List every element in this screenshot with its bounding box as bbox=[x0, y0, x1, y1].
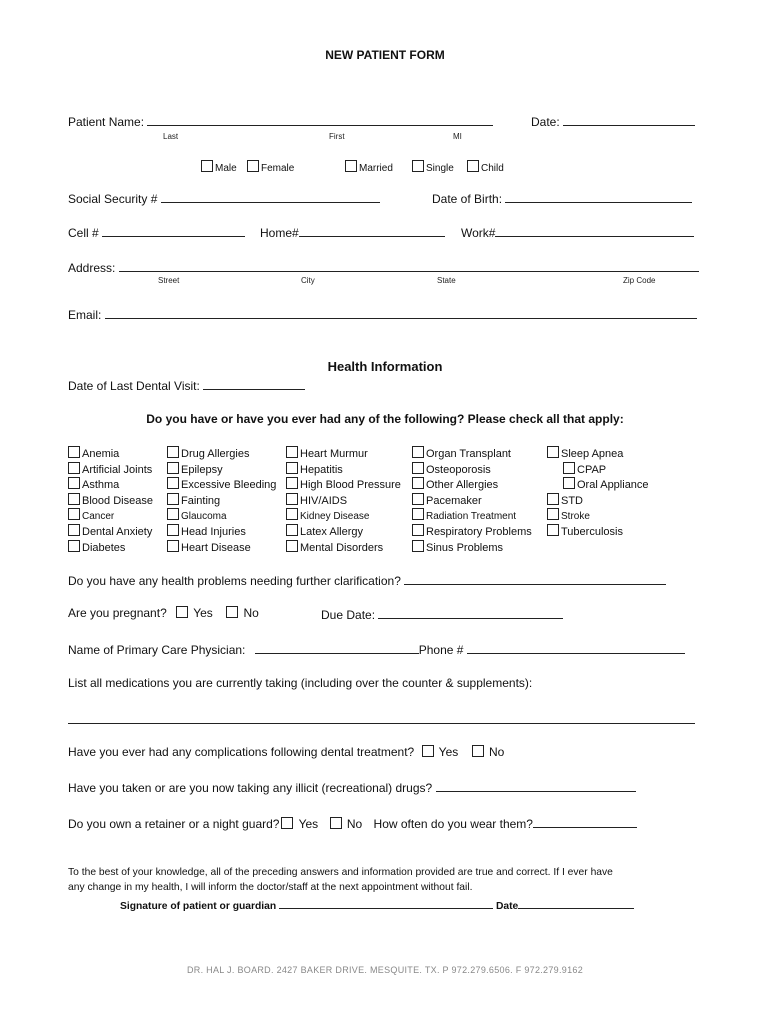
condition-checkbox[interactable] bbox=[412, 540, 424, 552]
female-label: Female bbox=[261, 163, 295, 174]
child-label: Child bbox=[481, 163, 504, 174]
female-checkbox[interactable] bbox=[247, 160, 259, 172]
child-checkbox[interactable] bbox=[467, 160, 479, 172]
form-title: NEW PATIENT FORM bbox=[325, 48, 445, 62]
sub-mi: MI bbox=[453, 132, 462, 141]
patient-name-field[interactable] bbox=[147, 113, 493, 126]
pregnant-question: Are you pregnant? bbox=[68, 606, 167, 620]
retainer-no-option[interactable]: No bbox=[330, 817, 363, 831]
condition-item[interactable]: Hepatitis bbox=[286, 462, 401, 478]
condition-item[interactable]: Glaucoma bbox=[167, 508, 276, 524]
sub-street: Street bbox=[158, 276, 180, 285]
pregnant-no-option[interactable]: No bbox=[226, 606, 259, 620]
condition-item[interactable]: Fainting bbox=[167, 493, 276, 509]
last-visit-label: Date of Last Dental Visit: bbox=[68, 379, 200, 393]
condition-checkbox[interactable] bbox=[412, 508, 424, 520]
condition-checkbox[interactable] bbox=[547, 524, 559, 536]
condition-item[interactable]: Epilepsy bbox=[167, 462, 276, 478]
condition-item[interactable]: STD bbox=[547, 493, 649, 509]
pregnant-yes-option[interactable]: Yes bbox=[176, 606, 213, 620]
retainer-no-checkbox[interactable] bbox=[330, 817, 342, 829]
how-often-field[interactable] bbox=[533, 815, 637, 828]
condition-item[interactable]: Heart Disease bbox=[167, 540, 276, 556]
condition-checkbox[interactable] bbox=[547, 493, 559, 505]
health-title: Health Information bbox=[327, 359, 443, 374]
sub-city: City bbox=[301, 276, 315, 285]
condition-checkbox[interactable] bbox=[68, 508, 80, 520]
complications-yes-option[interactable]: Yes bbox=[422, 745, 459, 759]
condition-checkbox[interactable] bbox=[167, 462, 179, 474]
condition-item[interactable]: Cancer bbox=[68, 508, 153, 524]
condition-checkbox[interactable] bbox=[286, 446, 298, 458]
physician-field[interactable] bbox=[255, 641, 419, 654]
condition-checkbox[interactable] bbox=[412, 446, 424, 458]
condition-checkbox[interactable] bbox=[286, 540, 298, 552]
condition-col-2 bbox=[167, 446, 276, 555]
attest-line-1: To the best of your knowledge, all of the preceding answers and information provided are true and correct. If I ever have bbox=[68, 867, 613, 878]
condition-checkbox[interactable] bbox=[412, 524, 424, 536]
condition-checkbox[interactable] bbox=[68, 446, 80, 458]
condition-item[interactable]: Asthma bbox=[68, 477, 153, 493]
pregnant-no-checkbox[interactable] bbox=[226, 606, 238, 618]
attest-line-2: any change in my health, I will inform the doctor/staff at the next appointment without fail. bbox=[68, 882, 473, 893]
condition-item[interactable]: Osteoporosis bbox=[412, 462, 532, 478]
condition-item[interactable]: Heart Murmur bbox=[286, 446, 401, 462]
condition-checkbox[interactable] bbox=[286, 462, 298, 474]
condition-checkbox[interactable] bbox=[547, 508, 559, 520]
condition-item[interactable]: Excessive Bleeding bbox=[167, 477, 276, 493]
signature-field[interactable] bbox=[279, 898, 493, 909]
signature-date-label: Date bbox=[495, 901, 519, 912]
condition-col-4 bbox=[412, 446, 532, 555]
pregnant-yes-checkbox[interactable] bbox=[176, 606, 188, 618]
due-date-label: Due Date: bbox=[321, 608, 376, 622]
condition-col-3 bbox=[286, 446, 401, 555]
condition-item[interactable]: Radiation Treatment bbox=[412, 508, 532, 524]
cell-field[interactable] bbox=[102, 224, 245, 237]
child-option[interactable] bbox=[467, 160, 504, 174]
single-option[interactable] bbox=[412, 160, 454, 174]
male-option[interactable] bbox=[201, 160, 237, 174]
dob-label: Date of Birth: bbox=[432, 192, 503, 206]
physician-label: Name of Primary Care Physician: bbox=[68, 643, 246, 657]
condition-item[interactable]: Oral Appliance bbox=[547, 477, 649, 493]
condition-col-1 bbox=[68, 446, 153, 555]
complications-yes-checkbox[interactable] bbox=[422, 745, 434, 757]
condition-item[interactable]: Respiratory Problems bbox=[412, 524, 532, 540]
condition-item[interactable]: Mental Disorders bbox=[286, 540, 401, 556]
condition-item[interactable]: Organ Transplant bbox=[412, 446, 532, 462]
condition-checkbox[interactable] bbox=[68, 477, 80, 489]
ssn-field[interactable] bbox=[161, 190, 380, 203]
address-label: Address: bbox=[68, 261, 116, 275]
complications-question: Have you ever had any complications following dental treatment? bbox=[68, 745, 415, 759]
married-option[interactable] bbox=[345, 160, 393, 174]
condition-item[interactable]: Tuberculosis bbox=[547, 524, 649, 540]
condition-checkbox[interactable] bbox=[68, 524, 80, 536]
male-label: Male bbox=[215, 163, 237, 174]
how-often-label: How often do you wear them? bbox=[373, 817, 533, 831]
condition-item[interactable]: Blood Disease bbox=[68, 493, 153, 509]
single-checkbox[interactable] bbox=[412, 160, 424, 172]
date-field[interactable] bbox=[563, 113, 695, 126]
work-field[interactable] bbox=[495, 224, 694, 237]
female-option[interactable] bbox=[247, 160, 294, 174]
married-label: Married bbox=[359, 163, 393, 174]
date-label: Date: bbox=[531, 115, 560, 129]
condition-checkbox[interactable] bbox=[563, 462, 575, 474]
condition-item[interactable]: Head Injuries bbox=[167, 524, 276, 540]
signature-date-field[interactable] bbox=[518, 898, 634, 909]
drugs-question: Have you taken or are you now taking any illicit (recreational) drugs? bbox=[68, 781, 433, 795]
condition-col-5 bbox=[547, 446, 649, 540]
home-label: Home# bbox=[260, 226, 299, 240]
home-field[interactable] bbox=[299, 224, 445, 237]
phone-label: Phone # bbox=[418, 643, 464, 657]
condition-item[interactable]: Artificial Joints bbox=[68, 462, 153, 478]
condition-item[interactable]: Other Allergies bbox=[412, 477, 532, 493]
sub-last: Last bbox=[163, 132, 179, 141]
condition-checkbox[interactable] bbox=[286, 477, 298, 489]
medications-field[interactable] bbox=[68, 711, 695, 724]
condition-item[interactable]: CPAP bbox=[547, 462, 649, 478]
condition-checkbox[interactable] bbox=[68, 540, 80, 552]
condition-checkbox[interactable] bbox=[68, 462, 80, 474]
condition-checkbox[interactable] bbox=[412, 462, 424, 474]
condition-item[interactable]: Kidney Disease bbox=[286, 508, 401, 524]
male-checkbox[interactable] bbox=[201, 160, 213, 172]
condition-item[interactable]: Diabetes bbox=[68, 540, 153, 556]
work-label: Work# bbox=[461, 226, 496, 240]
condition-item[interactable]: Pacemaker bbox=[412, 493, 532, 509]
condition-item[interactable]: Stroke bbox=[547, 508, 649, 524]
condition-item[interactable]: HIV/AIDS bbox=[286, 493, 401, 509]
condition-checkbox[interactable] bbox=[412, 493, 424, 505]
phone-field[interactable] bbox=[467, 641, 685, 654]
condition-checkbox[interactable] bbox=[286, 493, 298, 505]
condition-item[interactable]: Anemia bbox=[68, 446, 153, 462]
medications-question: List all medications you are currently taking (including over the counter & supplements): bbox=[68, 676, 533, 690]
patient-name-label: Patient Name: bbox=[68, 115, 145, 129]
retainer-question: Do you own a retainer or a night guard? bbox=[68, 817, 280, 831]
sub-zip: Zip Code bbox=[623, 276, 656, 285]
drugs-field[interactable] bbox=[436, 779, 636, 792]
retainer-yes-checkbox[interactable] bbox=[281, 817, 293, 829]
condition-checkbox[interactable] bbox=[286, 508, 298, 520]
retainer-yes-option[interactable]: Yes bbox=[281, 817, 318, 831]
address-field[interactable] bbox=[119, 259, 699, 272]
email-field[interactable] bbox=[105, 306, 697, 319]
footer-address: DR. HAL J. BOARD. 2427 BAKER DRIVE. MESQUITE. TX. P 972.279.6506. F 972.279.9162 bbox=[186, 965, 583, 975]
sub-first: First bbox=[329, 132, 345, 141]
condition-checkbox[interactable] bbox=[167, 493, 179, 505]
conditions-question: Do you have or have you ever had any of the following? Please check all that apply: bbox=[146, 412, 624, 426]
condition-item[interactable]: Sleep Apnea bbox=[547, 446, 649, 462]
condition-item[interactable]: High Blood Pressure bbox=[286, 477, 401, 493]
condition-checkbox[interactable] bbox=[286, 524, 298, 536]
condition-checkbox[interactable] bbox=[412, 477, 424, 489]
condition-item[interactable]: Drug Allergies bbox=[167, 446, 276, 462]
email-label: Email: bbox=[68, 308, 102, 322]
signature-label: Signature of patient or guardian bbox=[120, 901, 277, 912]
due-date-field[interactable] bbox=[378, 606, 563, 619]
condition-checkbox[interactable] bbox=[167, 524, 179, 536]
condition-checkbox[interactable] bbox=[167, 540, 179, 552]
clarification-question: Do you have any health problems needing further clarification? bbox=[68, 574, 401, 588]
sub-state: State bbox=[437, 276, 456, 285]
dob-field[interactable] bbox=[505, 190, 692, 203]
condition-item[interactable]: Sinus Problems bbox=[412, 540, 532, 556]
condition-checkbox[interactable] bbox=[167, 508, 179, 520]
complications-no-option[interactable]: No bbox=[472, 745, 505, 759]
condition-checkbox[interactable] bbox=[68, 493, 80, 505]
condition-item[interactable]: Dental Anxiety bbox=[68, 524, 153, 540]
condition-checkbox[interactable] bbox=[563, 477, 575, 489]
single-label: Single bbox=[426, 163, 454, 174]
clarification-field[interactable] bbox=[404, 572, 666, 585]
cell-label: Cell # bbox=[68, 226, 99, 240]
last-visit-field[interactable] bbox=[203, 377, 305, 390]
condition-checkbox[interactable] bbox=[167, 477, 179, 489]
ssn-label: Social Security # bbox=[68, 192, 158, 206]
complications-no-checkbox[interactable] bbox=[472, 745, 484, 757]
condition-checkbox[interactable] bbox=[547, 446, 559, 458]
condition-checkbox[interactable] bbox=[167, 446, 179, 458]
condition-item[interactable]: Latex Allergy bbox=[286, 524, 401, 540]
married-checkbox[interactable] bbox=[345, 160, 357, 172]
